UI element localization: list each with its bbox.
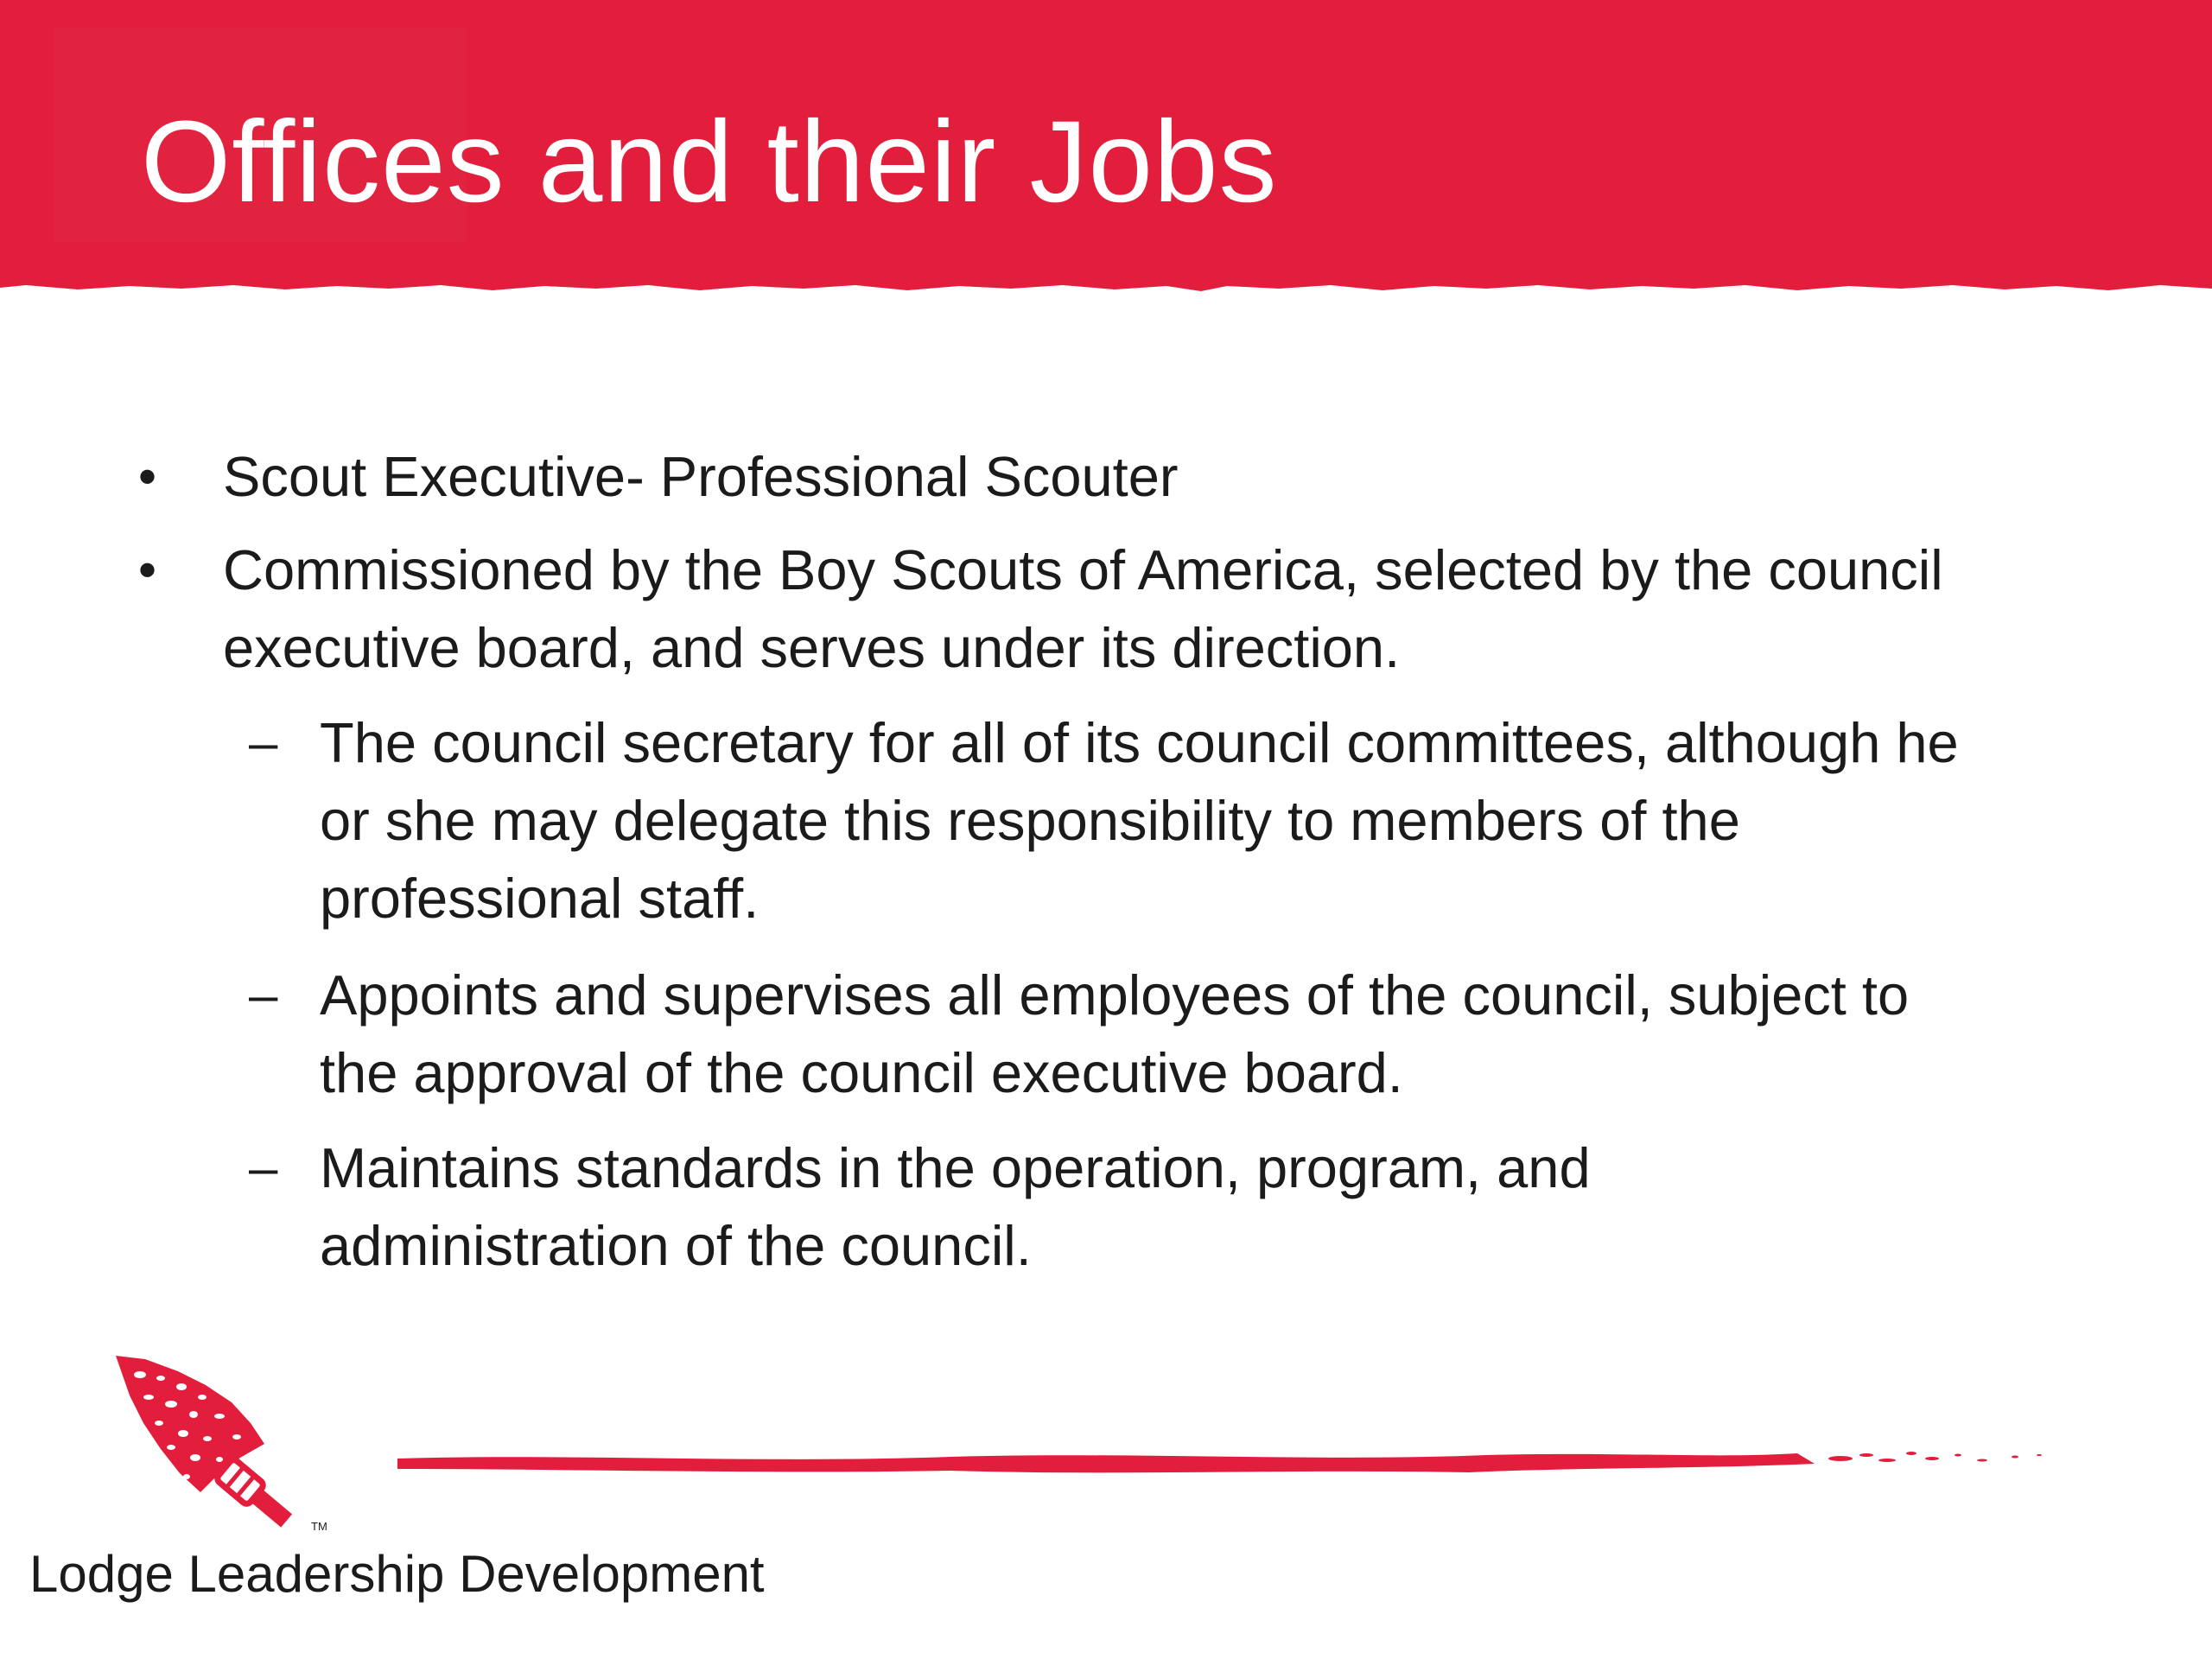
- arrowhead-logo-icon: [111, 1352, 335, 1542]
- sub-bullet-marker: –: [249, 714, 278, 772]
- bullet-marker: •: [138, 541, 157, 599]
- sub-bullet-marker: –: [249, 1139, 278, 1197]
- footer-label: Lodge Leadership Development: [29, 1545, 765, 1603]
- brush-stroke-divider: [397, 1434, 2056, 1486]
- bullet-line: Commissioned by the Boy Scouts of America, selected by the council: [223, 538, 1943, 601]
- sub-bullet-line: administration of the council.: [320, 1214, 1032, 1277]
- trademark-mark: TM: [311, 1520, 327, 1533]
- sub-bullet-line: Maintains standards in the operation, program, and: [320, 1136, 1591, 1199]
- bullet-marker: •: [138, 448, 157, 505]
- sub-bullet-line: the approval of the council executive board.: [320, 1041, 1403, 1104]
- sub-bullet-line: professional staff.: [320, 867, 760, 930]
- sub-bullet-marker: –: [249, 966, 278, 1024]
- slide-title: Offices and their Jobs: [141, 98, 1278, 226]
- bullet-line: Scout Executive- Professional Scouter: [223, 445, 1179, 508]
- sub-bullet-line: or she may delegate this responsibility to members of the: [320, 789, 1740, 852]
- sub-bullet-line: Appoints and supervises all employees of the council, subject to: [320, 963, 1910, 1027]
- bullet-line: executive board, and serves under its direction.: [223, 616, 1401, 679]
- sub-bullet-line: The council secretary for all of its council committees, although he: [320, 711, 1959, 774]
